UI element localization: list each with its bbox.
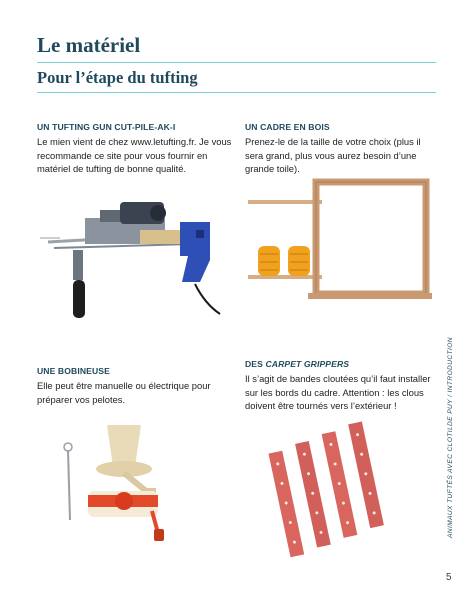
section-title: Pour l’étape du tufting	[37, 68, 198, 87]
item-heading: UN TUFTING GUN CUT-PILE-AK-I	[37, 122, 176, 132]
item-heading: UNE BOBINEUSE	[37, 366, 110, 376]
item-heading	[245, 359, 440, 369]
item-tufting-gun	[37, 122, 233, 176]
page-title: Le matériel	[37, 33, 141, 57]
running-footer: ANIMAUX TUFTÉS AVEC CLOTILDE PUY / INTRODUCTION	[447, 337, 454, 538]
tufting-gun-image	[40, 192, 240, 317]
item-yarn-winder	[37, 366, 233, 406]
heading-emphasis: CARPET GRIPPERS	[265, 359, 350, 369]
gripper-strip	[348, 421, 384, 528]
item-carpet-grippers	[245, 359, 440, 413]
item-text: Le mien vient de chez www.letufting.fr. Je vous recommande ce site pour vous fournir en matériel de tufting de bonne qualité.	[37, 136, 232, 175]
gripper-strip	[268, 451, 304, 558]
yarn-winder-image	[62, 425, 177, 545]
heading-prefix: DES	[245, 359, 266, 369]
gripper-strip	[295, 441, 331, 548]
title-divider	[37, 62, 436, 63]
item-wooden-frame	[245, 122, 440, 176]
item-text: Il s’agit de bandes cloutées qu’il faut installer sur les bords du cadre. Attention : les clous doivent être tournés vers l’extérieur !	[245, 373, 431, 412]
section-divider	[37, 92, 436, 93]
page-number: 5	[446, 572, 452, 583]
item-heading: UN CADRE EN BOIS	[245, 122, 330, 132]
carpet-grippers-image	[268, 432, 408, 550]
gripper-strip	[322, 431, 358, 538]
item-text: Prenez-le de la taille de votre choix (plus il sera grand, plus vous aurez besoin d’une grande toile).	[245, 136, 421, 175]
item-text: Elle peut être manuelle ou électrique pour préparer vos pelotes.	[37, 380, 211, 405]
wooden-frame-image	[248, 180, 438, 302]
